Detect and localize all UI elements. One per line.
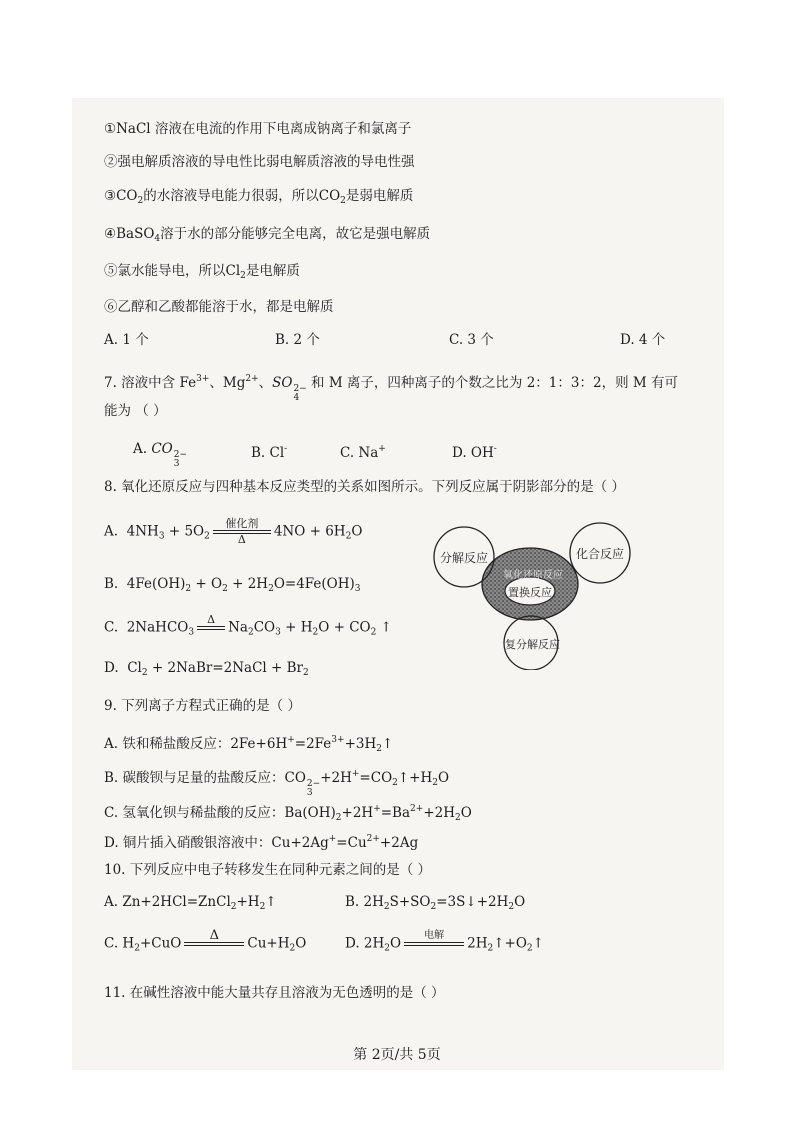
q6-option-d: D. 4 个 (620, 332, 666, 348)
q11-stem: 11. 在碱性溶液中能大量共存且溶液为无色透明的是（ ） (104, 985, 445, 1001)
decomposition-label: 分解反应 (440, 551, 489, 565)
double-displacement-label: 复分解反应 (505, 638, 560, 651)
statement-5: ⑤氯水能导电，所以$Cl_2$是电解质 (104, 263, 300, 281)
reaction-type-diagram (426, 500, 646, 670)
q7-option-d: D. OH- (452, 444, 497, 461)
displacement-label: 置换反应 (508, 586, 552, 599)
statement-4: ④BaSO$_4$溶于水的部分能够完全电离，故它是强电解质 (104, 226, 431, 244)
combination-label: 化合反应 (576, 547, 625, 561)
q9-option-b: B. 碳酸钡与足量的盐酸反应：CO 2− 3 $+2H^+=CO_2↑+H_2O$ (104, 769, 450, 798)
q6-option-c: C. 3 个 (449, 332, 494, 348)
q8-option-a: A. $4NH_3 + 5O_2$ 催化剂 Δ $4NO + 6H_2O$ (104, 517, 363, 546)
q7-stem-line1: 7. 溶液中含 $Fe^{3+}$、$Mg^{2+}$、SO 2− 4 和 M 离子，四种离子的个数之比为 2：1：3：2，则 M 有可 (104, 374, 678, 403)
q9-option-c: C. 氢氧化钡与稀盐酸的反应：$Ba(OH)_2+2H^+=Ba^{2+}+2H_2O$ (104, 804, 472, 823)
q7-option-c: C. Na+ (340, 444, 386, 461)
q9-option-a: A. 铁和稀盐酸反应：$2Fe+6H^+=2Fe^{3+}+3H_2↑$ (104, 735, 394, 754)
q8-option-c: C. 2NaHCO$_3$ Δ $Na_2CO_3 + H_2O + CO_2$ ↑ (104, 613, 392, 638)
q7-option-b: B. Cl- (251, 444, 288, 461)
q10-option-d: D. $2H_2O$ 电解 $2H_2↑+O_2↑$ (345, 930, 544, 954)
q7-option-a: A. CO 2− 3 (133, 441, 188, 469)
statement-2: ②强电解质溶液的导电性比弱电解质溶液的导电性强 (104, 154, 415, 170)
q6-option-b: B. 2 个 (275, 332, 320, 348)
q10-stem: 10. 下列反应中电子转移发生在同种元素之间的是（ ） (104, 862, 432, 878)
statement-6: ⑥乙醇和乙酸都能溶于水，都是电解质 (104, 299, 334, 315)
statement-3: $③CO_2$的水溶液导电能力很弱，所以$CO_2$是弱电解质 (104, 188, 414, 206)
q10-option-a: A. $Zn+2HCl=ZnCl_2+H_2↑$ (104, 894, 277, 912)
redox-label: 氧化还原反应 (503, 570, 563, 581)
page-footer: 第 2页/共 5页 (353, 1047, 441, 1063)
electrolysis-label: 电解 (424, 930, 445, 941)
q9-option-d: D. 铜片插入硝酸银溶液中：$Cu+2Ag^+=Cu^{2+}+2Ag$ (104, 834, 419, 851)
q8-stem: 8. 氧化还原反应与四种基本反应类型的关系如图所示。下列反应属于阴影部分的是（ ） (104, 479, 625, 495)
q9-stem: 9. 下列离子方程式正确的是（ ） (104, 698, 301, 714)
catalyst-label: 催化剂 (225, 517, 259, 530)
q8-option-d: D. $Cl_2$ + 2NaBr=2NaCl + $Br_2$ (104, 660, 309, 678)
statement-1: ①NaCl 溶液在电流的作用下电离成钠离子和氯离子 (104, 121, 412, 137)
q8-option-b: B. $4Fe(OH)_2 + O_2 + 2H_2O=4Fe(OH)_3$ (104, 576, 361, 594)
q10-option-b: B. $2H_2S+SO_2=3S↓+2H_2O$ (345, 894, 526, 912)
q6-option-a: A. 1 个 (104, 332, 149, 348)
q7-stem-line2: 能为 （ ） (104, 403, 167, 419)
q10-option-c: C. $H_2+CuO$ Δ $Cu+H_2O$ (104, 928, 307, 954)
